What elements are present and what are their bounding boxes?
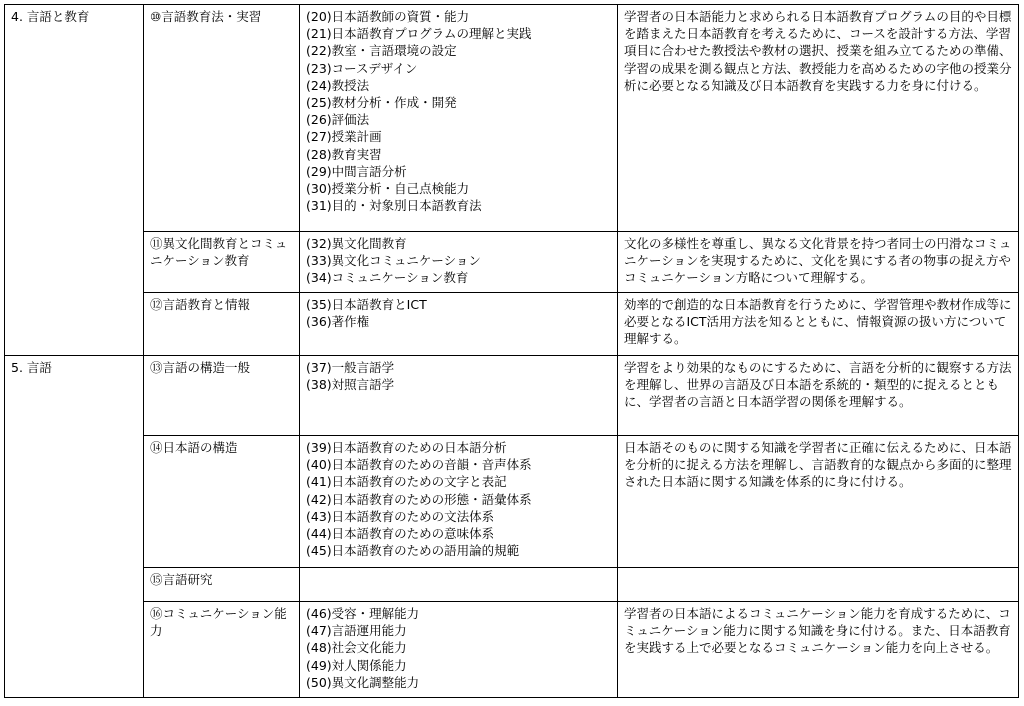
list-item: (30)授業分析・自己点検能力 [306,181,470,197]
table-row [5,5,1019,232]
list-item: (38)対照言語学 [306,377,395,393]
list-item: (46)受容・理解能力 [306,606,420,621]
list-item: (44)日本語教育のための意味体系 [306,526,495,542]
subarea-cell [144,232,300,293]
goal-text: 文化の多様性を尊重し、異なる文化背景を持つ者同士の円滑なコミュニケーションを実現するために、文化を異にする者の物事の捉え方やコミュニケーション方略について理解する。 [624,236,1012,286]
goal-text: 学習者の日本語能力と求められる日本語教育プログラムの目的や目標を踏まえた日本語教育を考えるために、コースを設計する方法、学習項目に合わせた教授法や教材の選択、授業を組み立てるための準備、学習の成果を測る観点と方法、教授能力を高めるための字他の授業分析に必要となる知識及び日本語教育を実践する力を身に付ける。 [624,9,1012,93]
list-item: (33)異文化コミュニケーション [306,253,481,269]
subarea-cell [144,436,300,568]
goal-cell [618,602,1019,698]
list-item: (28)教育実習 [306,146,382,162]
items-cell [300,356,618,436]
subarea-label: ⑯コミュニケーション能力 [150,606,287,639]
table-row [5,293,1019,356]
list-item: (50)異文化調整能力 [306,674,420,690]
goal-text: 日本語そのものに関する知識を学習者に正確に伝えるために、日本語を分析的に捉える方法を理解し、言語教育的な観点から多面的に整理された日本語に関する知識を体系的に身に付ける。 [624,440,1012,490]
subarea-label: ⑫言語教育と情報 [150,297,251,312]
area-cell [5,5,144,356]
list-item: (31)目的・対象別日本語教育法 [306,198,482,214]
list-item: (48)社会文化能力 [306,640,407,656]
goal-cell [618,5,1019,232]
curriculum-sheet [4,4,1018,698]
list-item: (45)日本語教育のための語用論的規範 [306,543,520,559]
subarea-label: ⑪異文化間教育とコミュニケーション教育 [150,236,288,269]
goal-cell [618,232,1019,293]
area-label: 4. 言語と教育 [11,9,90,24]
list-item: (34)コミュニケーション教育 [306,270,469,286]
table-row [5,436,1019,568]
subarea-label: ⑭日本語の構造 [150,440,238,455]
list-item: (22)教室・言語環境の設定 [306,43,457,59]
goal-cell [618,568,1019,602]
table-row [5,232,1019,293]
goal-text: 学習者の日本語によるコミュニケーション能力を育成するために、コミュニケーション能力に関する知識を身に付ける。また、日本語教育を実践する上で必要となるコミュニケーション能力を向上させる。 [624,606,1011,656]
table-row [5,602,1019,698]
table-row [5,568,1019,602]
area-cell [5,356,144,698]
subarea-cell [144,293,300,356]
list-item: (41)日本語教育のための文字と表記 [306,474,507,490]
list-item: (21)日本語教育プログラムの理解と実践 [306,26,532,42]
area-label: 5. 言語 [11,360,52,375]
items-cell [300,232,618,293]
goal-cell [618,293,1019,356]
list-item: (24)教授法 [306,77,370,93]
goal-cell [618,356,1019,436]
subarea-label: ⑩言語教育法・実習 [150,9,262,24]
list-item: (29)中間言語分析 [306,163,407,179]
list-item: (26)評価法 [306,112,370,128]
subarea-cell [144,356,300,436]
items-cell [300,568,618,602]
list-item: (39)日本語教育のための日本語分析 [306,440,507,455]
items-cell [300,293,618,356]
list-item: (25)教材分析・作成・開発 [306,95,457,111]
list-item: (42)日本語教育のための形態・語彙体系 [306,491,532,507]
list-item: (35)日本語教育とICT [306,297,427,312]
list-item: (32)異文化間教育 [306,236,407,251]
subarea-cell [144,5,300,232]
goal-cell [618,436,1019,568]
table-row [5,356,1019,436]
list-item: (49)対人関係能力 [306,657,407,673]
subarea-label: ⑮言語研究 [150,572,213,587]
subarea-cell [144,568,300,602]
list-item: (23)コースデザイン [306,60,418,76]
items-cell [300,5,618,232]
list-item: (47)言語運用能力 [306,623,407,639]
subarea-label: ⑬言語の構造一般 [150,360,251,375]
list-item: (37)一般言語学 [306,360,395,375]
list-item: (27)授業計画 [306,129,382,145]
items-cell [300,602,618,698]
curriculum-table [4,4,1019,698]
list-item: (20)日本語教師の資質・能力 [306,9,470,24]
goal-text: 効率的で創造的な日本語教育を行うために、学習管理や教材作成等に必要となるICT活用方法を知るとともに、情報資源の扱い方について理解する。 [624,297,1012,347]
list-item: (36)著作権 [306,314,370,330]
list-item: (43)日本語教育のための文法体系 [306,508,495,524]
goal-text: 学習をより効果的なものにするために、言語を分析的に観察する方法を理解し、世界の言語及び日本語を系統的・類型的に捉えるとともに、学習者の言語と日本語学習の関係を理解する。 [624,360,1012,410]
items-cell [300,436,618,568]
subarea-cell [144,602,300,698]
list-item: (40)日本語教育のための音韻・音声体系 [306,457,532,473]
